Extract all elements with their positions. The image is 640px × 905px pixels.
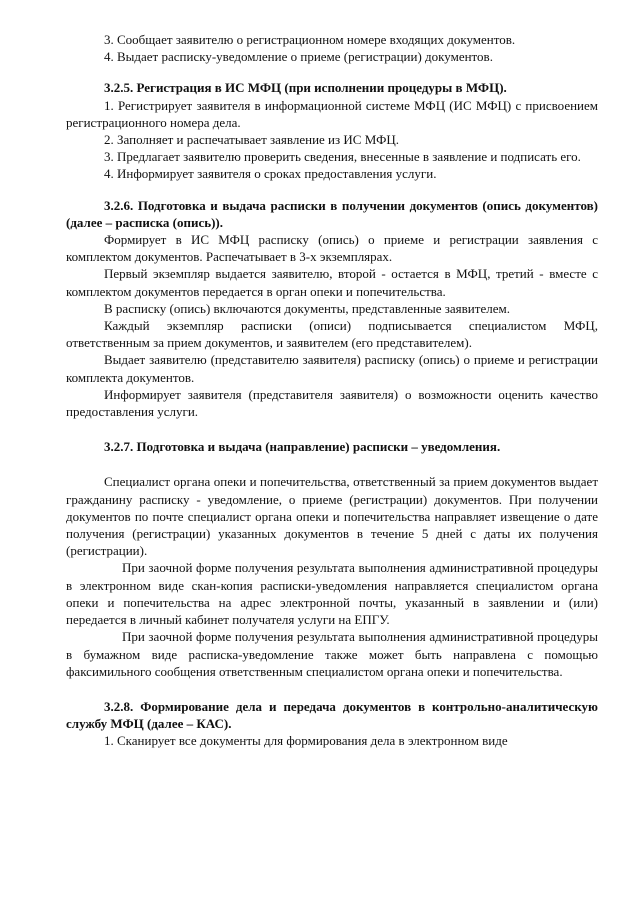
- s327-paragraph-2: При заочной форме получения результата выполнения административной процедуры в электронном виде скан-копия расписки-уведомления направляется специалистом органа опеки и попечительства на адрес электронной почты, указанный в заявлении и (или) передается в личный кабинет получателя услуги на ЕПГУ.: [66, 560, 598, 628]
- s326-paragraph-1: Формирует в ИС МФЦ расписку (опись) о приеме и регистрации заявления с комплектом документов. Распечатывает в 3-х экземплярах.: [66, 232, 598, 265]
- heading-3-2-5: 3.2.5. Регистрация в ИС МФЦ (при исполнении процедуры в МФЦ).: [104, 80, 507, 96]
- s326-paragraph-5: Выдает заявителю (представителю заявителя) расписку (опись) о приеме и регистрации комплекта документов.: [66, 352, 598, 385]
- s325-item-1: 1. Регистрирует заявителя в информационной системе МФЦ (ИС МФЦ) с присвоением регистрационного номера дела.: [66, 97, 598, 130]
- intro-item-3: 3. Сообщает заявителю о регистрационном номере входящих документов.: [104, 32, 516, 47]
- s325-item-2: 2. Заполняет и распечатывает заявление из ИС МФЦ.: [104, 132, 399, 148]
- heading-3-2-8: 3.2.8. Формирование дела и передача документов в контрольно-аналитическую службу МФЦ (далее – КАС).: [66, 698, 598, 732]
- s327-paragraph-3: При заочной форме получения результата выполнения административной процедуры в бумажном виде расписка-уведомление также может быть направлена с помощью факсимильного сообщения ответственным специалистом органа опеки и попечительства.: [66, 629, 598, 679]
- s326-paragraph-4: Каждый экземпляр расписки (описи) подписывается специалистом МФЦ, ответственным за прием документов, и заявителем (его представителем).: [66, 318, 598, 351]
- s327-paragraph-1: Специалист органа опеки и попечительства, ответственный за прием документов выдает гражданину расписку - уведомление, о приеме (регистрации) документов. При получении документов по почте специалист органа опеки и попечительства направляет извещение о дате получения (регистрации) указанных документов в течение 5 дней с даты их получения (регистрации).: [66, 474, 598, 559]
- s325-item-3: 3. Предлагает заявителю проверить сведения, внесенные в заявление и подписать его.: [104, 149, 581, 165]
- s326-paragraph-3: В расписку (опись) включаются документы, представленные заявителем.: [104, 300, 510, 316]
- intro-item-4: 4. Выдает расписку-уведомление о приеме (регистрации) документов.: [104, 49, 493, 65]
- s326-paragraph-6: Информирует заявителя (представителя заявителя) о возможности оценить качество предоставления услуги.: [66, 386, 598, 420]
- s328-paragraph-1: 1. Сканирует все документы для формирования дела в электронном виде: [104, 733, 508, 749]
- heading-3-2-6: 3.2.6. Подготовка и выдача расписки в получении документов (опись документов) (далее – расписка (опись)).: [66, 197, 598, 230]
- s325-item-4: 4. Информирует заявителя о сроках предоставления услуги.: [104, 166, 437, 182]
- s326-paragraph-2: Первый экземпляр выдается заявителю, второй - остается в МФЦ, третий - вместе с комплектом документов передается в орган опеки и попечительства.: [66, 266, 598, 299]
- heading-3-2-7: 3.2.7. Подготовка и выдача (направление) расписки – уведомления.: [104, 439, 501, 455]
